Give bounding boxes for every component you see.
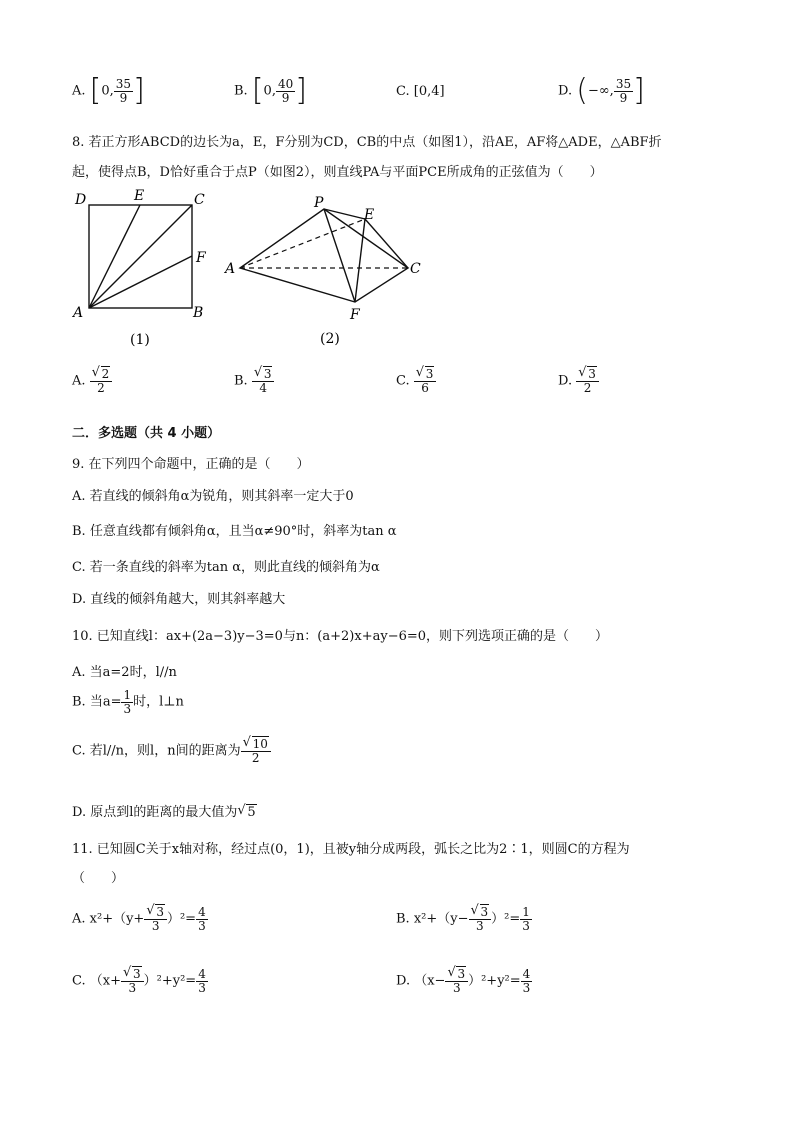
q10-option-b (72, 689, 184, 715)
radicand: 2 (101, 367, 110, 381)
denominator: 3 (452, 980, 461, 995)
q8-stem-line1: 8. 若正方形ABCD的边长为a，E，F分别为CD，CB的中点（如图1），沿AE，AF将△ADE，△ABF折 (72, 135, 662, 150)
fraction (276, 78, 295, 104)
denominator: 3 (198, 980, 206, 995)
q9-option-a: A. 若直线的倾斜角α为锐角，则其斜率一定大于0 (72, 489, 354, 504)
fraction (521, 968, 533, 994)
denominator: 3 (151, 918, 160, 933)
q9-option-d: D. 直线的倾斜角越大，则其斜率越大 (72, 592, 286, 607)
fraction (144, 906, 167, 932)
option-text: ）²= (491, 911, 521, 927)
pyramid-outline (240, 209, 408, 302)
option-label: B. (234, 373, 248, 389)
denominator: 3 (128, 980, 137, 995)
hidden-segment-ae (240, 219, 365, 268)
q11-option-c (72, 968, 208, 994)
fraction (121, 968, 144, 994)
segment-ec (365, 219, 408, 268)
numerator: 4 (522, 967, 531, 981)
denominator: 2 (97, 380, 105, 395)
denominator: 3 (476, 918, 484, 933)
numerator: 1 (123, 688, 132, 702)
denominator: 9 (281, 90, 290, 105)
sqrt (447, 968, 466, 981)
sqrt (92, 368, 111, 381)
option-text: ）²+y²= (143, 973, 197, 989)
numerator: 4 (198, 905, 206, 919)
q9-option-c: C. 若一条直线的斜率为tan α，则此直线的倾斜角为α (72, 560, 380, 575)
left-bracket: ( (576, 73, 588, 108)
left-bracket: [ (251, 73, 264, 108)
denominator: 6 (421, 380, 429, 395)
q11-stem-line1: 11. 已知圆C关于x轴对称，经过点(0，1)，且被y轴分成两段，弧长之比为2∶1，则圆C的方程为 (72, 842, 630, 857)
q7-option-d (558, 73, 645, 108)
interval-lower: 0, (101, 83, 114, 99)
q10-option-a: A. 当a=2时，l//n (72, 665, 177, 680)
option-text: C. （x+ (72, 973, 121, 989)
right-bracket: ] (633, 73, 645, 108)
figure-2-pyramid (222, 192, 432, 352)
sqrt (254, 368, 273, 381)
q8-option-d (558, 368, 599, 394)
option-label: A. (72, 83, 86, 99)
option-text: B. x²+（y− (396, 911, 469, 927)
option-text: A. x²+（y+ (72, 911, 145, 927)
interval-lower: −∞, (587, 83, 614, 99)
radicand: 3 (588, 367, 596, 381)
fraction (121, 689, 133, 715)
option-text: ）²= (166, 911, 197, 927)
fraction (469, 906, 492, 932)
sqrt (471, 906, 490, 919)
option-value: [0,4] (413, 84, 445, 99)
sqrt (243, 738, 269, 751)
label-b: B (193, 305, 204, 321)
denominator: 4 (259, 380, 267, 395)
radicand: 3 (156, 905, 164, 919)
q8-stem-line2: 起，使得点B，D恰好重合于点P（如图2），则直线PA与平面PCE所成角的正弦值为（ ） (72, 165, 603, 180)
q9-option-b: B. 任意直线都有倾斜角α，且当α≠90°时，斜率为tan α (72, 524, 397, 539)
label-c: C (410, 261, 421, 277)
segment-af (89, 256, 192, 308)
fraction (114, 78, 133, 104)
q10-option-d (72, 801, 257, 820)
option-text: D. （x− (396, 973, 446, 989)
sqrt (237, 805, 256, 820)
label-e: E (134, 188, 145, 204)
radicand: 3 (480, 905, 489, 919)
q8-option-c (396, 368, 436, 394)
label-p: P (314, 195, 324, 211)
fraction (445, 968, 468, 994)
option-label: B. (234, 83, 248, 99)
radicand: 5 (247, 805, 256, 820)
fraction (196, 906, 208, 932)
numerator: 35 (615, 76, 632, 91)
q7-option-b (234, 73, 307, 108)
figure-2-caption: (2) (320, 331, 340, 347)
option-text: B. 当a= (72, 694, 122, 710)
sqrt (146, 906, 165, 919)
option-label: C. (396, 373, 410, 389)
q7-option-c (396, 84, 445, 99)
denominator: 3 (522, 918, 530, 933)
denominator: 3 (123, 701, 132, 716)
radicand: 10 (252, 737, 268, 751)
label-a: A (73, 305, 84, 321)
section-title: 二．多选题（共 4 小题） (72, 426, 221, 441)
numerator: 35 (115, 76, 132, 91)
q10-stem: 10. 已知直线l：ax+(2a−3)y−3=0与n：(a+2)x+ay−6=0，则下列选项正确的是（ ） (72, 629, 609, 644)
option-text: ）²+y²= (468, 973, 521, 989)
segment-pf (324, 209, 355, 302)
numerator: 4 (198, 967, 206, 981)
fraction (196, 968, 208, 994)
numerator: 40 (277, 76, 294, 91)
radicand: 3 (425, 367, 434, 381)
segment-ac (89, 205, 192, 308)
fraction (252, 368, 275, 394)
radicand: 3 (457, 967, 466, 981)
q11-option-d (396, 968, 532, 994)
label-f: F (196, 250, 206, 266)
denominator: 9 (119, 90, 128, 105)
sqrt (578, 368, 597, 381)
segment-ae (89, 205, 140, 308)
denominator: 3 (522, 980, 531, 995)
fraction (520, 906, 532, 932)
label-a: A (225, 261, 236, 277)
interval-lower: 0, (263, 83, 276, 99)
fraction (614, 78, 633, 104)
label-f: F (350, 307, 360, 323)
fraction (241, 738, 271, 764)
figure-1-caption: (1) (130, 332, 150, 348)
q7-option-a (72, 73, 145, 108)
sqrt (123, 968, 142, 981)
figure-1-square (66, 186, 216, 351)
right-bracket: ] (295, 73, 307, 108)
option-text: D. 原点到l的距离的最大值为 (72, 805, 238, 820)
option-text: 时，l⊥n (133, 694, 184, 710)
q11-option-b (396, 906, 532, 932)
right-bracket: ] (133, 73, 145, 108)
numerator: 1 (522, 905, 530, 919)
option-label: A. (72, 373, 86, 389)
q8-option-a (72, 368, 112, 394)
q11-option-a (72, 906, 208, 932)
q8-option-b (234, 368, 274, 394)
option-text: C. 若l//n，则l，n间的距离为 (72, 743, 241, 759)
q10-option-c (72, 738, 271, 764)
label-e: E (364, 207, 375, 223)
fraction (576, 368, 599, 394)
fraction (414, 368, 437, 394)
denominator: 2 (251, 750, 260, 765)
radicand: 3 (263, 367, 272, 381)
label-c: C (194, 192, 205, 208)
q11-stem-line2: （ ） (72, 871, 125, 886)
label-d: D (75, 192, 87, 208)
sqrt (416, 368, 435, 381)
denominator: 9 (619, 90, 628, 105)
fraction (90, 368, 113, 394)
option-label: C. (396, 84, 410, 99)
radicand: 3 (132, 967, 141, 981)
denominator: 2 (583, 380, 592, 395)
option-label: D. (558, 373, 573, 389)
denominator: 3 (198, 918, 206, 933)
left-bracket: [ (89, 73, 102, 108)
q9-stem: 9. 在下列四个命题中，正确的是（ ） (72, 457, 310, 472)
option-label: D. (558, 83, 573, 99)
